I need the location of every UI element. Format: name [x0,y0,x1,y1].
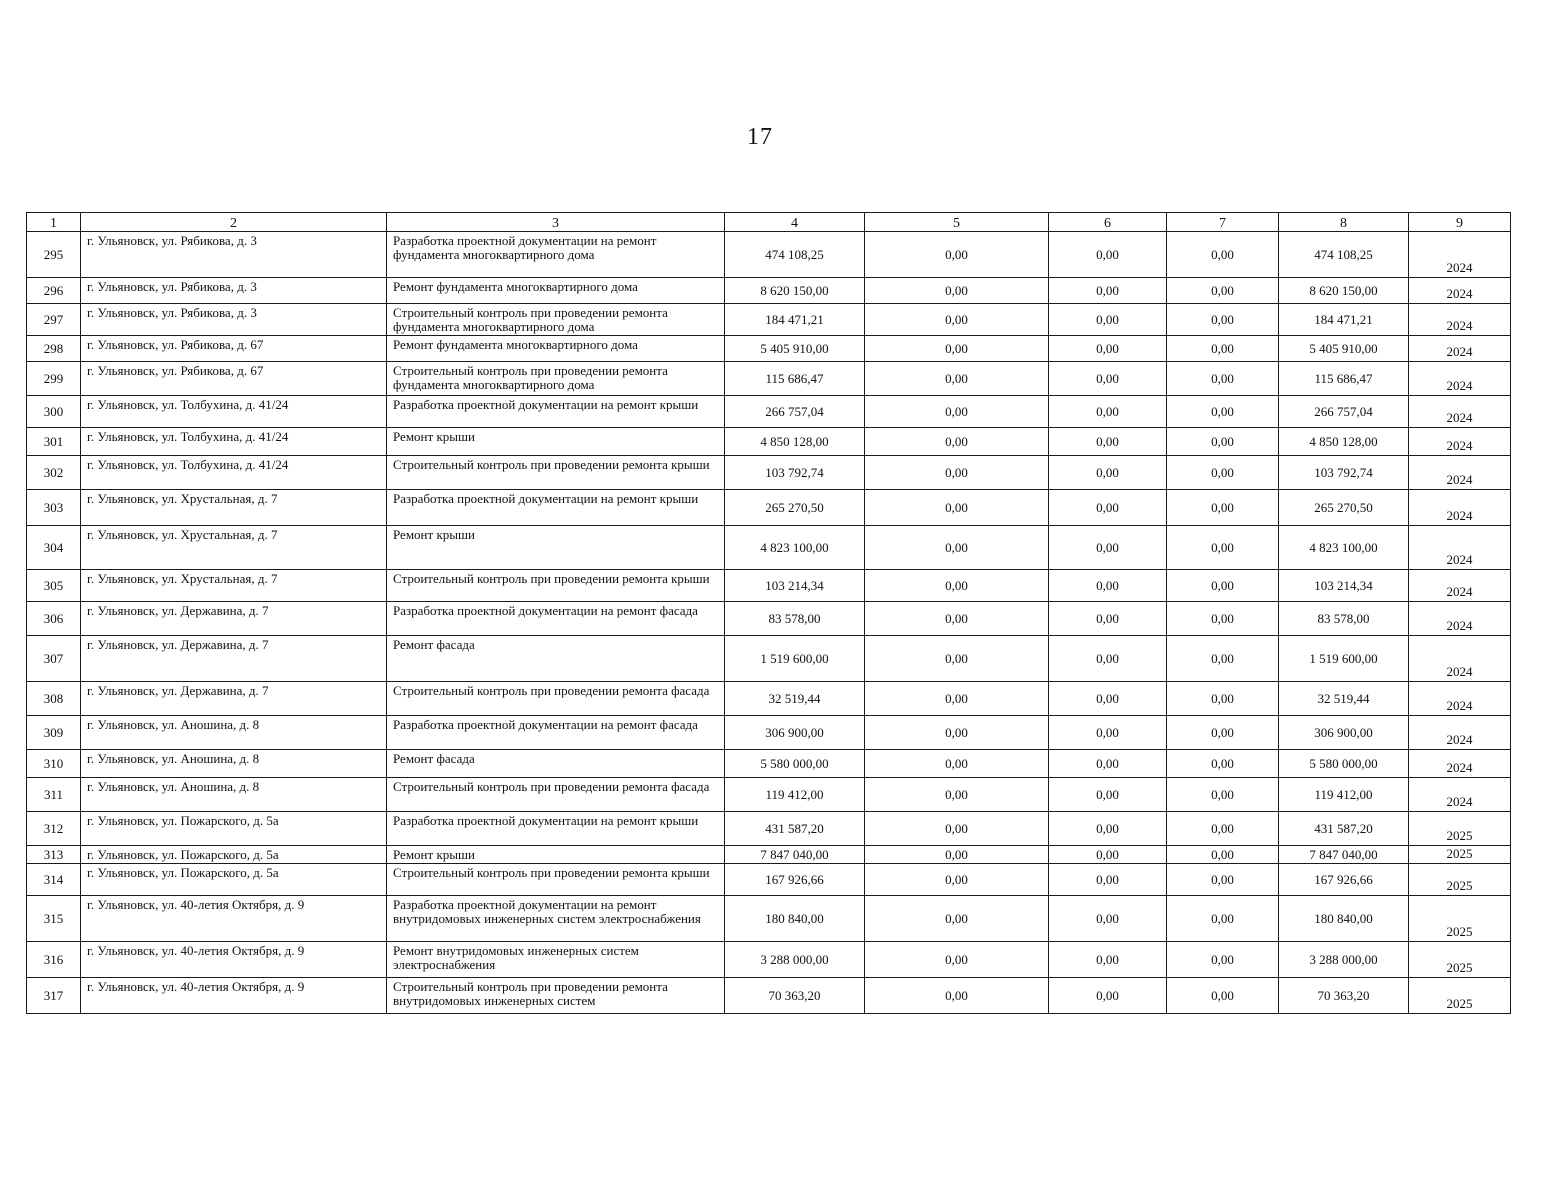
address-cell: г. Ульяновск, ул. Державина, д. 7 [81,602,387,636]
year-cell: 2025 [1409,812,1511,846]
amount-col6-cell: 0,00 [1049,362,1167,396]
amount-col8-cell: 5 580 000,00 [1279,750,1409,778]
table-row [27,232,1511,278]
address-cell: г. Ульяновск, ул. Рябикова, д. 3 [81,304,387,336]
amount-col6-cell: 0,00 [1049,682,1167,716]
amount-col8-cell: 306 900,00 [1279,716,1409,750]
amount-col4-cell: 167 926,66 [725,864,865,896]
column-header-8: 8 [1279,213,1409,232]
work-description-cell: Строительный контроль при проведении ремонта фундамента многоквартирного дома [387,362,725,396]
row-number-cell: 306 [27,602,81,636]
address-cell: г. Ульяновск, ул. Рябикова, д. 67 [81,362,387,396]
amount-col4-cell: 8 620 150,00 [725,278,865,304]
row-number-cell: 307 [27,636,81,682]
amount-col7-cell: 0,00 [1167,336,1279,362]
amount-col5-cell: 0,00 [865,942,1049,978]
row-number-cell: 314 [27,864,81,896]
table-row [27,362,1511,396]
amount-col7-cell: 0,00 [1167,716,1279,750]
year-cell: 2025 [1409,978,1511,1014]
amount-col8-cell: 4 823 100,00 [1279,526,1409,570]
table-row [27,942,1511,978]
year-cell: 2024 [1409,396,1511,428]
address-cell: г. Ульяновск, ул. Толбухина, д. 41/24 [81,396,387,428]
year-cell: 2024 [1409,602,1511,636]
amount-col4-cell: 115 686,47 [725,362,865,396]
column-header-2: 2 [81,213,387,232]
amount-col7-cell: 0,00 [1167,490,1279,526]
amount-col4-cell: 3 288 000,00 [725,942,865,978]
address-cell: г. Ульяновск, ул. Аношина, д. 8 [81,750,387,778]
year-cell: 2024 [1409,304,1511,336]
amount-col7-cell: 0,00 [1167,942,1279,978]
amount-col6-cell: 0,00 [1049,978,1167,1014]
amount-col6-cell: 0,00 [1049,278,1167,304]
row-number-cell: 308 [27,682,81,716]
amount-col8-cell: 5 405 910,00 [1279,336,1409,362]
amount-col4-cell: 83 578,00 [725,602,865,636]
amount-col6-cell: 0,00 [1049,456,1167,490]
row-number-cell: 301 [27,428,81,456]
table-row [27,682,1511,716]
table-row [27,304,1511,336]
amount-col4-cell: 265 270,50 [725,490,865,526]
amount-col7-cell: 0,00 [1167,682,1279,716]
table-row [27,396,1511,428]
row-number-cell: 297 [27,304,81,336]
table-row [27,864,1511,896]
year-cell: 2025 [1409,896,1511,942]
address-cell: г. Ульяновск, ул. Пожарского, д. 5а [81,846,387,864]
row-number-cell: 295 [27,232,81,278]
amount-col6-cell: 0,00 [1049,846,1167,864]
work-description-cell: Разработка проектной документации на ремонт фасада [387,602,725,636]
amount-col6-cell: 0,00 [1049,864,1167,896]
amount-col6-cell: 0,00 [1049,636,1167,682]
amount-col8-cell: 431 587,20 [1279,812,1409,846]
amount-col8-cell: 4 850 128,00 [1279,428,1409,456]
amount-col5-cell: 0,00 [865,636,1049,682]
work-description-cell: Ремонт фундамента многоквартирного дома [387,336,725,362]
amount-col8-cell: 83 578,00 [1279,602,1409,636]
row-number-cell: 312 [27,812,81,846]
amount-col8-cell: 103 792,74 [1279,456,1409,490]
column-header-1: 1 [27,213,81,232]
row-number-cell: 300 [27,396,81,428]
amount-col5-cell: 0,00 [865,304,1049,336]
row-number-cell: 315 [27,896,81,942]
year-cell: 2024 [1409,682,1511,716]
table-row [27,978,1511,1014]
work-description-cell: Ремонт фасада [387,750,725,778]
column-header-7: 7 [1167,213,1279,232]
table-row [27,778,1511,812]
amount-col4-cell: 5 580 000,00 [725,750,865,778]
amount-col7-cell: 0,00 [1167,978,1279,1014]
amount-col7-cell: 0,00 [1167,602,1279,636]
amount-col8-cell: 32 519,44 [1279,682,1409,716]
page-number: 17 [747,124,773,150]
row-number-cell: 311 [27,778,81,812]
amount-col6-cell: 0,00 [1049,526,1167,570]
amount-col5-cell: 0,00 [865,278,1049,304]
amount-col4-cell: 1 519 600,00 [725,636,865,682]
amount-col4-cell: 180 840,00 [725,896,865,942]
column-numbers-row [27,213,1511,232]
year-cell: 2024 [1409,428,1511,456]
amount-col5-cell: 0,00 [865,336,1049,362]
amount-col5-cell: 0,00 [865,896,1049,942]
year-cell: 2025 [1409,846,1511,864]
table-body [27,232,1511,1014]
amount-col8-cell: 115 686,47 [1279,362,1409,396]
amount-col4-cell: 7 847 040,00 [725,846,865,864]
table-row [27,490,1511,526]
work-description-cell: Разработка проектной документации на ремонт крыши [387,490,725,526]
amount-col7-cell: 0,00 [1167,526,1279,570]
amount-col5-cell: 0,00 [865,778,1049,812]
amount-col6-cell: 0,00 [1049,778,1167,812]
amount-col5-cell: 0,00 [865,490,1049,526]
amount-col4-cell: 70 363,20 [725,978,865,1014]
amount-col8-cell: 266 757,04 [1279,396,1409,428]
table-row [27,336,1511,362]
amount-col4-cell: 4 823 100,00 [725,526,865,570]
amount-col7-cell: 0,00 [1167,304,1279,336]
amount-col5-cell: 0,00 [865,682,1049,716]
work-description-cell: Ремонт крыши [387,846,725,864]
work-description-cell: Разработка проектной документации на ремонт внутридомовых инженерных систем электроснабжения [387,896,725,942]
table-row [27,278,1511,304]
address-cell: г. Ульяновск, ул. Державина, д. 7 [81,682,387,716]
amount-col5-cell: 0,00 [865,864,1049,896]
amount-col5-cell: 0,00 [865,526,1049,570]
year-cell: 2024 [1409,362,1511,396]
year-cell: 2024 [1409,750,1511,778]
amount-col8-cell: 1 519 600,00 [1279,636,1409,682]
amount-col5-cell: 0,00 [865,750,1049,778]
amount-col4-cell: 5 405 910,00 [725,336,865,362]
column-header-3: 3 [387,213,725,232]
amount-col7-cell: 0,00 [1167,636,1279,682]
address-cell: г. Ульяновск, ул. 40-летия Октября, д. 9 [81,896,387,942]
amount-col5-cell: 0,00 [865,846,1049,864]
amount-col6-cell: 0,00 [1049,490,1167,526]
amount-col8-cell: 180 840,00 [1279,896,1409,942]
address-cell: г. Ульяновск, ул. Державина, д. 7 [81,636,387,682]
address-cell: г. Ульяновск, ул. Хрустальная, д. 7 [81,570,387,602]
address-cell: г. Ульяновск, ул. Аношина, д. 8 [81,778,387,812]
amount-col5-cell: 0,00 [865,570,1049,602]
amount-col8-cell: 7 847 040,00 [1279,846,1409,864]
row-number-cell: 310 [27,750,81,778]
year-cell: 2024 [1409,490,1511,526]
works-table [26,212,1511,1014]
row-number-cell: 317 [27,978,81,1014]
amount-col4-cell: 474 108,25 [725,232,865,278]
work-description-cell: Строительный контроль при проведении ремонта внутридомовых инженерных систем [387,978,725,1014]
amount-col7-cell: 0,00 [1167,570,1279,602]
address-cell: г. Ульяновск, ул. 40-летия Октября, д. 9 [81,978,387,1014]
amount-col4-cell: 184 471,21 [725,304,865,336]
amount-col7-cell: 0,00 [1167,778,1279,812]
amount-col6-cell: 0,00 [1049,896,1167,942]
address-cell: г. Ульяновск, ул. Рябикова, д. 67 [81,336,387,362]
amount-col7-cell: 0,00 [1167,846,1279,864]
work-description-cell: Ремонт внутридомовых инженерных систем электроснабжения [387,942,725,978]
address-cell: г. Ульяновск, ул. Толбухина, д. 41/24 [81,456,387,490]
work-description-cell: Разработка проектной документации на ремонт фасада [387,716,725,750]
table-row [27,896,1511,942]
amount-col5-cell: 0,00 [865,716,1049,750]
amount-col4-cell: 119 412,00 [725,778,865,812]
address-cell: г. Ульяновск, ул. Пожарского, д. 5а [81,812,387,846]
amount-col4-cell: 32 519,44 [725,682,865,716]
table-row [27,456,1511,490]
table-row [27,716,1511,750]
amount-col5-cell: 0,00 [865,978,1049,1014]
year-cell: 2024 [1409,526,1511,570]
year-cell: 2024 [1409,636,1511,682]
table-row [27,846,1511,864]
amount-col8-cell: 103 214,34 [1279,570,1409,602]
table-row [27,812,1511,846]
table-row [27,570,1511,602]
year-cell: 2024 [1409,716,1511,750]
work-description-cell: Ремонт крыши [387,428,725,456]
amount-col7-cell: 0,00 [1167,428,1279,456]
amount-col8-cell: 265 270,50 [1279,490,1409,526]
year-cell: 2025 [1409,942,1511,978]
amount-col5-cell: 0,00 [865,812,1049,846]
amount-col8-cell: 184 471,21 [1279,304,1409,336]
address-cell: г. Ульяновск, ул. Рябикова, д. 3 [81,278,387,304]
year-cell: 2024 [1409,278,1511,304]
amount-col7-cell: 0,00 [1167,278,1279,304]
amount-col6-cell: 0,00 [1049,812,1167,846]
amount-col5-cell: 0,00 [865,396,1049,428]
amount-col4-cell: 103 214,34 [725,570,865,602]
amount-col6-cell: 0,00 [1049,750,1167,778]
work-description-cell: Строительный контроль при проведении ремонта крыши [387,864,725,896]
amount-col5-cell: 0,00 [865,232,1049,278]
work-description-cell: Ремонт крыши [387,526,725,570]
year-cell: 2025 [1409,864,1511,896]
works-table-container [26,212,1510,1014]
address-cell: г. Ульяновск, ул. Хрустальная, д. 7 [81,490,387,526]
amount-col7-cell: 0,00 [1167,750,1279,778]
amount-col5-cell: 0,00 [865,602,1049,636]
amount-col6-cell: 0,00 [1049,336,1167,362]
row-number-cell: 298 [27,336,81,362]
address-cell: г. Ульяновск, ул. Рябикова, д. 3 [81,232,387,278]
work-description-cell: Разработка проектной документации на ремонт крыши [387,812,725,846]
address-cell: г. Ульяновск, ул. Аношина, д. 8 [81,716,387,750]
amount-col6-cell: 0,00 [1049,232,1167,278]
row-number-cell: 296 [27,278,81,304]
row-number-cell: 302 [27,456,81,490]
row-number-cell: 316 [27,942,81,978]
amount-col6-cell: 0,00 [1049,570,1167,602]
amount-col4-cell: 306 900,00 [725,716,865,750]
table-row [27,602,1511,636]
amount-col8-cell: 3 288 000,00 [1279,942,1409,978]
address-cell: г. Ульяновск, ул. 40-летия Октября, д. 9 [81,942,387,978]
work-description-cell: Строительный контроль при проведении ремонта крыши [387,570,725,602]
work-description-cell: Строительный контроль при проведении ремонта фундамента многоквартирного дома [387,304,725,336]
amount-col5-cell: 0,00 [865,428,1049,456]
work-description-cell: Ремонт фасада [387,636,725,682]
work-description-cell: Строительный контроль при проведении ремонта фасада [387,682,725,716]
row-number-cell: 299 [27,362,81,396]
amount-col4-cell: 266 757,04 [725,396,865,428]
amount-col8-cell: 119 412,00 [1279,778,1409,812]
amount-col6-cell: 0,00 [1049,942,1167,978]
amount-col5-cell: 0,00 [865,456,1049,490]
amount-col7-cell: 0,00 [1167,396,1279,428]
amount-col6-cell: 0,00 [1049,428,1167,456]
amount-col7-cell: 0,00 [1167,896,1279,942]
amount-col8-cell: 474 108,25 [1279,232,1409,278]
amount-col7-cell: 0,00 [1167,232,1279,278]
row-number-cell: 304 [27,526,81,570]
row-number-cell: 305 [27,570,81,602]
column-header-9: 9 [1409,213,1511,232]
work-description-cell: Ремонт фундамента многоквартирного дома [387,278,725,304]
table-header [27,213,1511,232]
amount-col7-cell: 0,00 [1167,456,1279,490]
year-cell: 2024 [1409,778,1511,812]
amount-col8-cell: 70 363,20 [1279,978,1409,1014]
work-description-cell: Разработка проектной документации на ремонт крыши [387,396,725,428]
work-description-cell: Строительный контроль при проведении ремонта крыши [387,456,725,490]
work-description-cell: Строительный контроль при проведении ремонта фасада [387,778,725,812]
amount-col4-cell: 4 850 128,00 [725,428,865,456]
table-row [27,750,1511,778]
amount-col6-cell: 0,00 [1049,304,1167,336]
amount-col7-cell: 0,00 [1167,864,1279,896]
year-cell: 2024 [1409,336,1511,362]
table-row [27,428,1511,456]
column-header-4: 4 [725,213,865,232]
address-cell: г. Ульяновск, ул. Толбухина, д. 41/24 [81,428,387,456]
amount-col5-cell: 0,00 [865,362,1049,396]
address-cell: г. Ульяновск, ул. Пожарского, д. 5а [81,864,387,896]
work-description-cell: Разработка проектной документации на ремонт фундамента многоквартирного дома [387,232,725,278]
year-cell: 2024 [1409,456,1511,490]
address-cell: г. Ульяновск, ул. Хрустальная, д. 7 [81,526,387,570]
column-header-5: 5 [865,213,1049,232]
amount-col8-cell: 167 926,66 [1279,864,1409,896]
amount-col4-cell: 103 792,74 [725,456,865,490]
column-header-6: 6 [1049,213,1167,232]
year-cell: 2024 [1409,232,1511,278]
amount-col7-cell: 0,00 [1167,812,1279,846]
row-number-cell: 309 [27,716,81,750]
table-row [27,526,1511,570]
amount-col6-cell: 0,00 [1049,396,1167,428]
amount-col7-cell: 0,00 [1167,362,1279,396]
row-number-cell: 303 [27,490,81,526]
table-row [27,636,1511,682]
row-number-cell: 313 [27,846,81,864]
amount-col8-cell: 8 620 150,00 [1279,278,1409,304]
year-cell: 2024 [1409,570,1511,602]
amount-col4-cell: 431 587,20 [725,812,865,846]
amount-col6-cell: 0,00 [1049,716,1167,750]
amount-col6-cell: 0,00 [1049,602,1167,636]
